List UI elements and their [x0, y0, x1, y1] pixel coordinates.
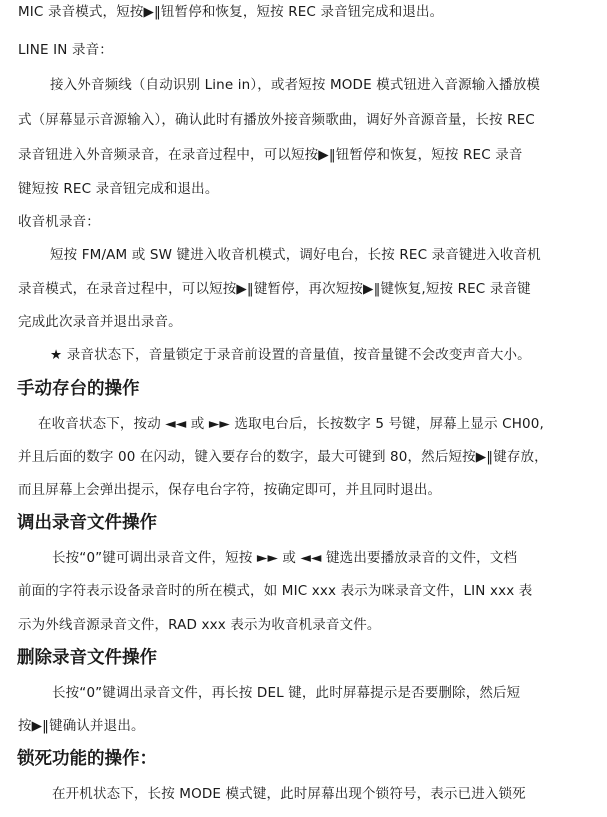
section-heading: 手动存台的操作	[17, 379, 140, 399]
body-line: 长按“0”键可调出录音文件，短按 ►► 或 ◄◄ 键选出要播放录音的文件，文档	[52, 550, 518, 566]
section-heading: 调出录音文件操作	[17, 513, 157, 533]
body-line: 示为外线音源录音文件，RAD xxx 表示为收音机录音文件。	[18, 617, 381, 633]
body-line: 前面的字符表示设备录音时的所在模式，如 MIC xxx 表示为咪录音文件，LIN xxx 表	[18, 583, 533, 599]
body-line: 式（屏幕显示音源输入），确认此时有播放外接音频歌曲，调好外音源音量，长按 REC	[18, 112, 535, 128]
body-line: 在收音状态下，按动 ◄◄ 或 ►► 选取电台后，长按数字 5 号键，屏幕上显示 CH00,	[38, 416, 544, 432]
body-line: 接入外音频线（自动识别 Line in），或者短按 MODE 模式钮进入音源输入播放模	[50, 77, 541, 93]
note-line: ★ 录音状态下，音量锁定于录音前设置的音量值，按音量键不会改变声音大小。	[50, 347, 531, 363]
body-line: 按▶‖键确认并退出。	[18, 718, 145, 734]
body-line: 长按“0”键调出录音文件，再长按 DEL 键，此时屏幕提示是否要删除，然后短	[52, 685, 521, 701]
body-line: 而且屏幕上会弹出提示，保存电台字符，按确定即可，并且同时退出。	[18, 482, 442, 498]
body-line: 键短按 REC 录音钮完成和退出。	[18, 181, 219, 197]
body-line: 录音钮进入外音频录音，在录音过程中，可以短按▶‖钮暂停和恢复，短按 REC 录音	[18, 147, 523, 163]
subheading-radio-recording: 收音机录音：	[18, 214, 100, 230]
body-line: 在开机状态下，长按 MODE 模式键，此时屏幕出现个锁符号，表示已进入锁死	[52, 786, 526, 802]
body-line: 完成此次录音并退出录音。	[18, 314, 182, 330]
body-line: 录音模式，在录音过程中，可以短按▶‖键暂停，再次短按▶‖键恢复,短按 REC 录音键	[18, 281, 531, 297]
body-line: 并且后面的数字 00 在闪动，键入要存台的数字，最大可键到 80，然后短按▶‖键存放，	[18, 449, 548, 465]
body-line: MIC 录音模式，短按▶‖钮暂停和恢复，短按 REC 录音钮完成和退出。	[18, 4, 444, 20]
subheading-line-in: LINE IN 录音：	[18, 42, 113, 58]
section-heading: 删除录音文件操作	[17, 648, 157, 668]
section-heading: 锁死功能的操作：	[17, 749, 157, 769]
body-line: 短按 FM/AM 或 SW 键进入收音机模式，调好电台，长按 REC 录音键进入收音机	[50, 247, 541, 263]
